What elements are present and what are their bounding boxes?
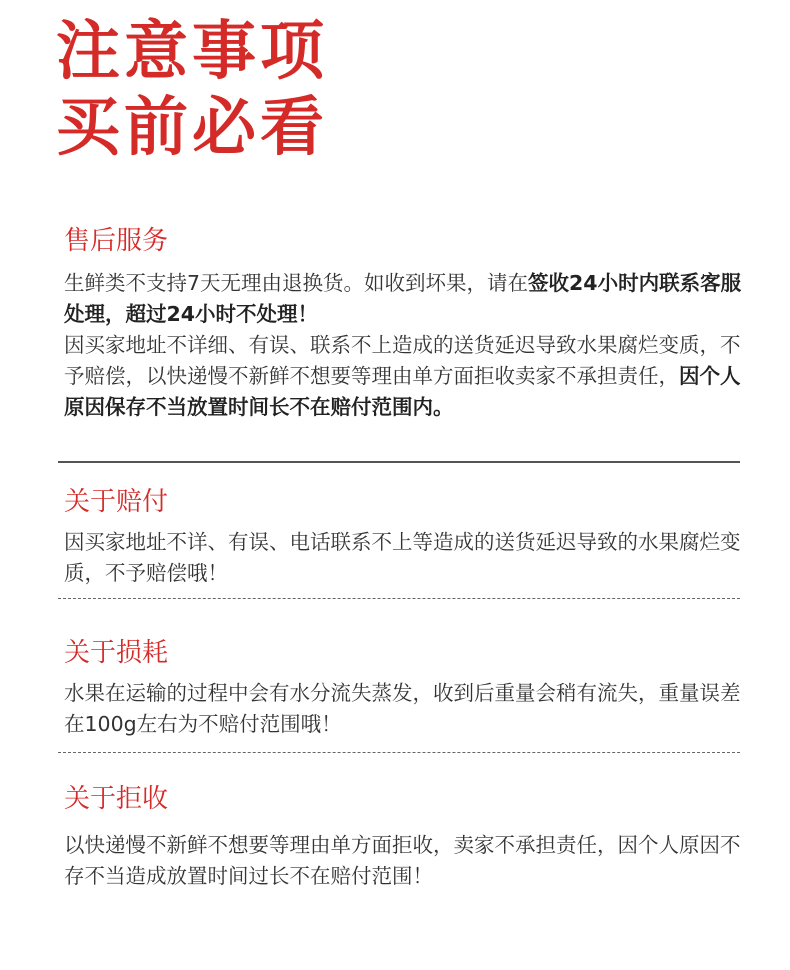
page-title-line-1: 注意事项 — [56, 15, 328, 89]
section-title-refusal: 关于拒收 — [64, 784, 169, 814]
section-body-refusal: 以快递慢不新鲜不想要等理由单方面拒收，卖家不承担责任，因个人原因不存不当造成放置时间过长不在赔付范围！ — [64, 833, 741, 888]
section-body-loss: 水果在运输的过程中会有水分流失蒸发，收到后重量会稍有流失，重量误差在100g左右为不赔付范围哦！ — [64, 681, 741, 736]
section-body-after-sales — [64, 268, 744, 423]
section-after-sales — [64, 224, 744, 423]
after-sales-text-1: 生鲜类不支持7天无理由退换货。如收到坏果，请在 — [64, 271, 529, 295]
section-title-loss: 关于损耗 — [64, 638, 169, 668]
after-sales-text-2: 因买家地址不详细、有误、联系不上造成的送货延迟导致水果腐烂变质，不予赔偿，以快递慢不新鲜不想要等理由单方面拒收卖家不承担责任， — [64, 333, 741, 388]
section-title-after-sales: 售后服务 — [64, 226, 169, 256]
divider-dashed — [58, 752, 740, 753]
section-loss — [64, 636, 744, 740]
page-title-line-2: 买前必看 — [56, 91, 328, 165]
section-compensation — [64, 485, 744, 589]
section-title-compensation: 关于赔付 — [64, 487, 169, 517]
section-refusal — [64, 782, 744, 892]
divider-solid — [58, 461, 740, 463]
page-title — [56, 14, 328, 166]
divider-dashed — [58, 598, 740, 599]
section-body-compensation: 因买家地址不详、有误、电话联系不上等造成的送货延迟导致的水果腐烂变质，不予赔偿哦！ — [64, 530, 741, 585]
after-sales-emphasis-2: 因个人原因保存不当放置时间长不在赔付范围内。 — [64, 364, 741, 419]
after-sales-emphasis-1: 签收24小时内联系客服处理，超过24小时不处理！ — [64, 271, 742, 326]
